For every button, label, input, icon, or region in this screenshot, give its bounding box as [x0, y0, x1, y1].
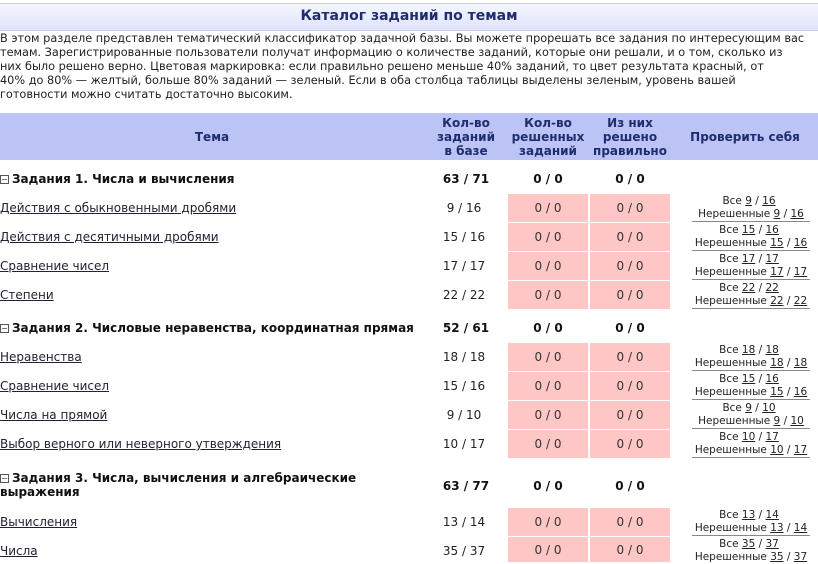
topic-count: 10 / 17: [442, 437, 486, 451]
unsolved-link-a[interactable]: 17: [770, 266, 784, 278]
header-topic: Тема: [194, 129, 230, 144]
topic-count: 17 / 17: [442, 259, 486, 273]
header-solved: Кол-во решенных заданий: [511, 115, 585, 158]
section-solved: 0 / 0: [533, 479, 563, 493]
all-link-a[interactable]: 35: [741, 538, 756, 550]
topic-link[interactable]: Неравенства: [0, 350, 82, 364]
topic-count: 13 / 14: [442, 515, 486, 529]
unsolved-link-a[interactable]: 13: [770, 522, 784, 534]
check-yourself-links: Все 17 / 17 Нерешенные 17 / 17: [672, 253, 818, 281]
all-link-a[interactable]: 9: [745, 402, 752, 414]
topic-count: 9 / 16: [446, 201, 482, 215]
section-correct: 0 / 0: [615, 321, 645, 335]
correct-cell: 0 / 0: [590, 537, 670, 562]
all-link-a[interactable]: 13: [741, 509, 756, 521]
all-link-b[interactable]: 16: [765, 373, 779, 385]
intro-line: 40% до 80% — желтый, больше 80% заданий — зеленый. Если в оба столбца таблицы выделены зеленым, уровень вашей: [0, 74, 736, 87]
all-link-a[interactable]: 15: [741, 373, 756, 385]
all-link-a[interactable]: 10: [741, 431, 756, 443]
unsolved-link-b[interactable]: 14: [793, 522, 808, 534]
all-link-b[interactable]: 16: [765, 224, 779, 236]
intro-line: них было решено верно. Цветовая маркировка: если правильно решено меньше 40% заданий, то цвет результата красный, от: [0, 60, 764, 73]
check-yourself-links: Все 35 / 37 Нерешенные 35 / 37: [694, 538, 808, 563]
unsolved-link-b[interactable]: 16: [793, 237, 808, 249]
topic-link[interactable]: Действия с обыкновенными дробями: [0, 201, 237, 215]
table-row: [0, 430, 818, 458]
header-correct: Из них решено правильно: [593, 115, 667, 158]
topic-link[interactable]: Числа на прямой: [0, 408, 108, 422]
topic-count: 18 / 18: [442, 350, 486, 364]
all-link-b[interactable]: 18: [765, 344, 779, 356]
unsolved-link-a[interactable]: 9: [773, 415, 781, 427]
solved-cell: 0 / 0: [508, 281, 588, 309]
expand-toggle-icon[interactable]: −: [1, 474, 8, 483]
all-link-b[interactable]: 17: [765, 431, 779, 443]
section-row[interactable]: [0, 320, 818, 336]
section-title[interactable]: − Задания 1. Числа и вычисления: [1, 172, 235, 186]
table-row: [0, 537, 818, 562]
unsolved-link-b[interactable]: 16: [793, 386, 808, 398]
unsolved-link-b[interactable]: 17: [793, 266, 808, 278]
all-link-b[interactable]: 14: [765, 509, 779, 521]
section-count: 63 / 77: [442, 479, 490, 493]
section-title[interactable]: − Задания 2. Числовые неравенства, координатная прямая: [1, 321, 414, 335]
correct-cell: 0 / 0: [590, 223, 670, 251]
check-yourself-links: Все 18 / 18 Нерешенные 18 / 18: [672, 344, 818, 372]
header-in-base: Кол-во заданий в базе: [437, 115, 495, 158]
all-link-a[interactable]: 17: [741, 253, 756, 265]
catalog-title-bar: [0, 3, 818, 31]
unsolved-link-b[interactable]: 37: [793, 551, 808, 563]
solved-cell: 0 / 0: [508, 343, 588, 371]
solved-cell: 0 / 0: [508, 194, 588, 222]
check-yourself-links: Все 15 / 16 Нерешенные 15 / 16: [672, 224, 818, 252]
all-link-a[interactable]: 18: [741, 344, 756, 356]
table-row: [0, 223, 818, 251]
unsolved-link-b[interactable]: 18: [793, 357, 808, 369]
topic-count: 22 / 22: [442, 288, 486, 302]
page-title: Каталог заданий по темам: [300, 8, 518, 24]
section-row[interactable]: [0, 171, 818, 187]
all-link-b[interactable]: 37: [765, 538, 779, 550]
unsolved-link-b[interactable]: 10: [790, 415, 804, 427]
topic-link[interactable]: Степени: [0, 288, 54, 302]
solved-cell: 0 / 0: [508, 223, 588, 251]
check-yourself-links: Все 15 / 16 Нерешенные 15 / 16: [672, 373, 818, 401]
correct-cell: 0 / 0: [590, 252, 670, 280]
intro-line: В этом разделе представлен тематический классификатор задачной базы. Вы можете прорешать все задания по интересующим вас: [0, 32, 805, 45]
table-header: [0, 113, 818, 160]
correct-cell: 0 / 0: [590, 401, 670, 429]
correct-cell: 0 / 0: [590, 430, 670, 458]
all-link-b[interactable]: 22: [765, 282, 779, 294]
check-yourself-links: Все 9 / 10 Нерешенные 9 / 10: [672, 402, 818, 430]
solved-cell: 0 / 0: [508, 537, 588, 562]
unsolved-link-a[interactable]: 15: [770, 386, 784, 398]
section-count: 52 / 61: [442, 321, 490, 335]
expand-toggle-icon[interactable]: −: [1, 175, 8, 184]
check-yourself-links: Все 13 / 14 Нерешенные 13 / 14: [672, 509, 818, 537]
expand-toggle-icon[interactable]: −: [1, 324, 8, 333]
topic-count: 9 / 10: [446, 408, 482, 422]
correct-cell: 0 / 0: [590, 372, 670, 400]
all-link-a[interactable]: 15: [741, 224, 756, 236]
unsolved-link-a[interactable]: 35: [770, 551, 784, 563]
solved-cell: 0 / 0: [508, 372, 588, 400]
topic-link[interactable]: Действия с десятичными дробями: [0, 230, 219, 244]
header-check: Проверить себя: [690, 129, 800, 144]
section-row[interactable]: [0, 471, 818, 501]
solved-cell: 0 / 0: [508, 508, 588, 536]
solved-cell: 0 / 0: [508, 430, 588, 458]
topic-count: 15 / 16: [442, 230, 486, 244]
intro-line: готовности можно считать достаточно высоким.: [0, 88, 293, 101]
table-row: [0, 281, 818, 309]
check-yourself-links: Все 22 / 22 Нерешенные 22 / 22: [672, 282, 818, 310]
unsolved-link-a[interactable]: 9: [773, 208, 781, 220]
unsolved-link-b[interactable]: 22: [793, 295, 808, 307]
intro-text: [0, 32, 818, 102]
section-solved: 0 / 0: [533, 321, 563, 335]
check-yourself-links: Все 9 / 16 Нерешенные 9 / 16: [672, 195, 818, 223]
section-correct: 0 / 0: [615, 479, 645, 493]
solved-cell: 0 / 0: [508, 401, 588, 429]
table-row: [0, 194, 818, 222]
unsolved-link-a[interactable]: 10: [770, 444, 784, 456]
section-title[interactable]: − Задания 3. Числа, вычисления и алгебраические выражения: [0, 471, 357, 499]
solved-cell: 0 / 0: [508, 252, 588, 280]
topic-count: 15 / 16: [442, 379, 486, 393]
topic-link[interactable]: Числа: [0, 544, 38, 558]
all-link-b[interactable]: 17: [765, 253, 779, 265]
unsolved-link-b[interactable]: 17: [793, 444, 808, 456]
unsolved-link-b[interactable]: 16: [790, 208, 804, 220]
table-row: [0, 372, 818, 400]
unsolved-link-a[interactable]: 15: [770, 237, 784, 249]
correct-cell: 0 / 0: [590, 343, 670, 371]
all-link-b[interactable]: 16: [762, 195, 776, 207]
unsolved-link-a[interactable]: 22: [770, 295, 784, 307]
check-yourself-links: Все 10 / 17 Нерешенные 10 / 17: [672, 431, 818, 459]
table-row: [0, 343, 818, 371]
all-link-a[interactable]: 22: [741, 282, 756, 294]
correct-cell: 0 / 0: [590, 508, 670, 536]
correct-cell: 0 / 0: [590, 194, 670, 222]
table-row: [0, 252, 818, 280]
topic-link[interactable]: Сравнение чисел: [0, 259, 110, 273]
topic-link[interactable]: Вычисления: [0, 515, 78, 529]
table-row: [0, 508, 818, 536]
table-row: [0, 401, 818, 429]
section-solved: 0 / 0: [533, 172, 563, 186]
intro-line: темам. Зарегистрированные пользователи получат информацию о количестве заданий, которые они решали, и о том, сколько из: [0, 46, 783, 59]
section-count: 63 / 71: [442, 172, 490, 186]
topic-count: 35 / 37: [442, 544, 486, 558]
topic-link[interactable]: Выбор верного или неверного утверждения: [0, 437, 282, 451]
section-correct: 0 / 0: [615, 172, 645, 186]
correct-cell: 0 / 0: [590, 281, 670, 309]
topic-link[interactable]: Сравнение чисел: [0, 379, 110, 393]
all-link-a[interactable]: 9: [745, 195, 752, 207]
unsolved-link-a[interactable]: 18: [770, 357, 784, 369]
all-link-b[interactable]: 10: [762, 402, 776, 414]
